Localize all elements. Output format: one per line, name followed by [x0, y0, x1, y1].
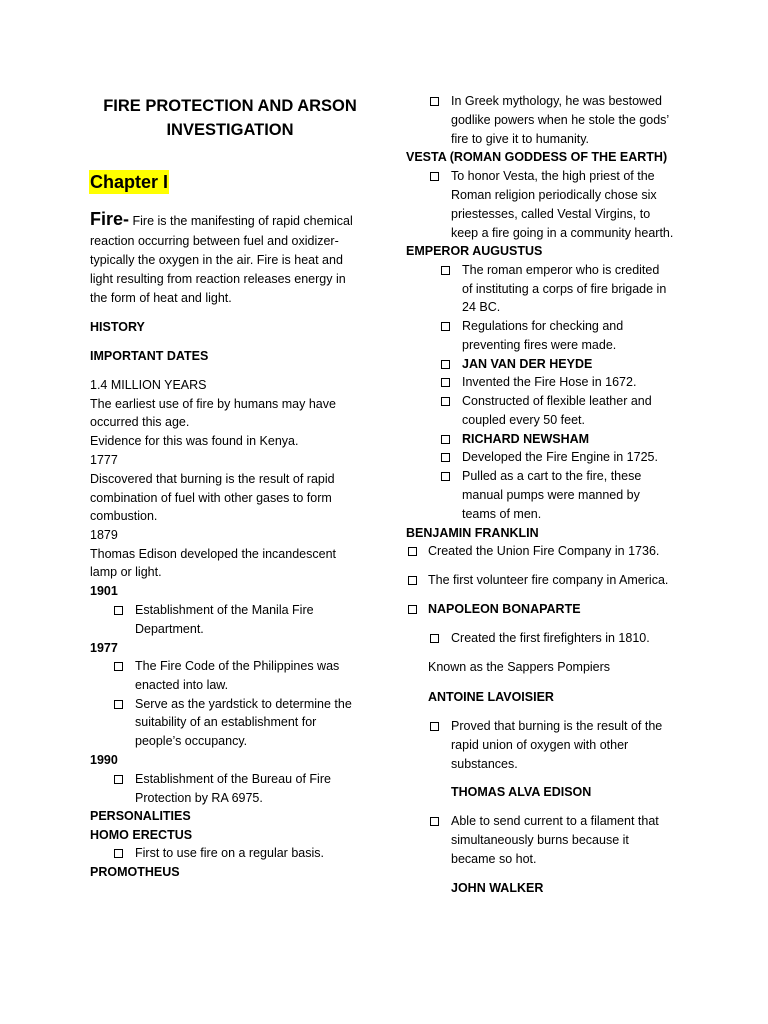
bullet-text: Establishment of the Manila Fire	[135, 603, 314, 617]
note-text: Known as the Sappers Pompiers	[428, 660, 611, 674]
bullet-text: manual pumps were manned by	[462, 488, 640, 502]
bullet-text: godlike powers when he stole the gods’	[451, 113, 670, 127]
date-text: Evidence for this was found in Kenya.	[90, 434, 299, 448]
bullet-text: substances.	[451, 757, 518, 771]
bullet-box-icon	[441, 453, 450, 462]
bullet-box-icon	[114, 606, 123, 615]
bullet-text: Regulations for checking and	[462, 319, 624, 333]
bullet-text: To honor Vesta, the high priest of the	[451, 169, 655, 183]
document-title	[90, 94, 370, 142]
bullet-text: The roman emperor who is credited	[462, 263, 660, 277]
chapter-heading: Chapter I	[90, 172, 169, 192]
bullet-text: In Greek mythology, he was bestowed	[451, 94, 662, 108]
bullet-box-icon	[114, 662, 123, 671]
date-label: 1.4 MILLION YEARS	[90, 378, 207, 392]
bullet-text: Created the Union Fire Company in 1736.	[428, 544, 660, 558]
bullet-box-icon	[114, 775, 123, 784]
bullet-box-icon	[441, 360, 450, 369]
person-heading: JAN VAN DER HEYDE	[462, 357, 593, 371]
bullet-box-icon	[430, 634, 439, 643]
bullet-text: Pulled as a cart to the fire, these	[462, 469, 642, 483]
date-text: Discovered that burning is the result of rapid	[90, 472, 335, 486]
date-text: occurred this age.	[90, 415, 190, 429]
fire-def-line: the form of heat and light.	[90, 291, 232, 305]
title-line-2: INVESTIGATION	[166, 121, 294, 139]
personalities-heading: PERSONALITIES	[90, 809, 191, 823]
bullet-text: Establishment of the Bureau of Fire	[135, 772, 331, 786]
bullet-box-icon	[441, 435, 450, 444]
bullet-text: preventing fires were made.	[462, 338, 617, 352]
bullet-text: Protection by RA 6975.	[135, 791, 263, 805]
date-label: 1879	[90, 528, 118, 542]
bullet-text: Invented the Fire Hose in 1672.	[462, 375, 637, 389]
date-text: combustion.	[90, 509, 158, 523]
fire-def-line: light resulting from reaction releases energy in	[90, 272, 346, 286]
title-line-1: FIRE PROTECTION AND ARSON	[103, 97, 357, 115]
bullet-box-icon	[441, 472, 450, 481]
bullet-box-icon	[430, 817, 439, 826]
bullet-box-icon	[408, 605, 417, 614]
person-heading: PROMOTHEUS	[90, 865, 180, 879]
person-heading: VESTA (ROMAN GODDESS OF THE EARTH)	[406, 150, 668, 164]
bullet-text: Created the first firefighters in 1810.	[451, 631, 650, 645]
bullet-box-icon	[430, 97, 439, 106]
bullet-text: teams of men.	[462, 507, 542, 521]
date-text: lamp or light.	[90, 565, 162, 579]
bullet-text: Department.	[135, 622, 204, 636]
bullet-text: rapid union of oxygen with other	[451, 738, 629, 752]
fire-def-line: reaction occurring between fuel and oxidizer-	[90, 234, 339, 248]
bullet-text: Developed the Fire Engine in 1725.	[462, 450, 658, 464]
bullet-text: coupled every 50 feet.	[462, 413, 585, 427]
bullet-text: became so hot.	[451, 852, 537, 866]
bullet-text: Roman religion periodically chose six	[451, 188, 657, 202]
bullet-text: Serve as the yardstick to determine the	[135, 697, 352, 711]
bullet-text: people’s occupancy.	[135, 734, 248, 748]
date-label: 1977	[90, 641, 118, 655]
person-heading: RICHARD NEWSHAM	[462, 432, 590, 446]
bullet-text: of instituting a corps of fire brigade in	[462, 282, 667, 296]
bullet-text: The Fire Code of the Philippines was	[135, 659, 340, 673]
bullet-box-icon	[114, 849, 123, 858]
fire-label: Fire-	[90, 209, 130, 229]
history-heading: HISTORY	[90, 320, 145, 334]
person-heading: THOMAS ALVA EDISON	[451, 785, 592, 799]
important-dates-heading: IMPORTANT DATES	[90, 349, 209, 363]
date-label: 1901	[90, 584, 118, 598]
bullet-text: Able to send current to a filament that	[451, 814, 659, 828]
bullet-text: enacted into law.	[135, 678, 229, 692]
bullet-box-icon	[441, 378, 450, 387]
person-heading: EMPEROR AUGUSTUS	[406, 244, 543, 258]
bullet-text: Constructed of flexible leather and	[462, 394, 652, 408]
fire-definition	[90, 210, 353, 231]
fire-def-line: typically the oxygen in the air. Fire is heat and	[90, 253, 343, 267]
date-label: 1990	[90, 753, 118, 767]
bullet-text: priestesses, called Vestal Virgins, to	[451, 207, 651, 221]
bullet-box-icon	[441, 266, 450, 275]
bullet-box-icon	[408, 547, 417, 556]
bullet-text: keep a fire going in a community hearth.	[451, 226, 674, 240]
person-heading: ANTOINE LAVOISIER	[428, 690, 554, 704]
bullet-box-icon	[430, 172, 439, 181]
bullet-text: 24 BC.	[462, 300, 501, 314]
bullet-text: suitability of an establishment for	[135, 715, 317, 729]
fire-def-line-1: Fire is the manifesting of rapid chemical	[129, 214, 353, 228]
date-text: The earliest use of fire by humans may have	[90, 397, 336, 411]
date-text: Thomas Edison developed the incandescent	[90, 547, 336, 561]
bullet-text: The first volunteer fire company in America.	[428, 573, 669, 587]
bullet-text: fire to give it to humanity.	[451, 132, 590, 146]
person-heading: NAPOLEON BONAPARTE	[428, 602, 581, 616]
bullet-box-icon	[441, 397, 450, 406]
date-text: combination of fuel with other gases to form	[90, 491, 332, 505]
bullet-box-icon	[441, 322, 450, 331]
date-label: 1777	[90, 453, 118, 467]
bullet-text: First to use fire on a regular basis.	[135, 846, 324, 860]
bullet-text: Proved that burning is the result of the	[451, 719, 663, 733]
person-heading: JOHN WALKER	[451, 881, 544, 895]
bullet-text: simultaneously burns because it	[451, 833, 629, 847]
bullet-box-icon	[408, 576, 417, 585]
bullet-box-icon	[114, 700, 123, 709]
bullet-box-icon	[430, 722, 439, 731]
person-heading: HOMO ERECTUS	[90, 828, 193, 842]
person-heading: BENJAMIN FRANKLIN	[406, 526, 539, 540]
